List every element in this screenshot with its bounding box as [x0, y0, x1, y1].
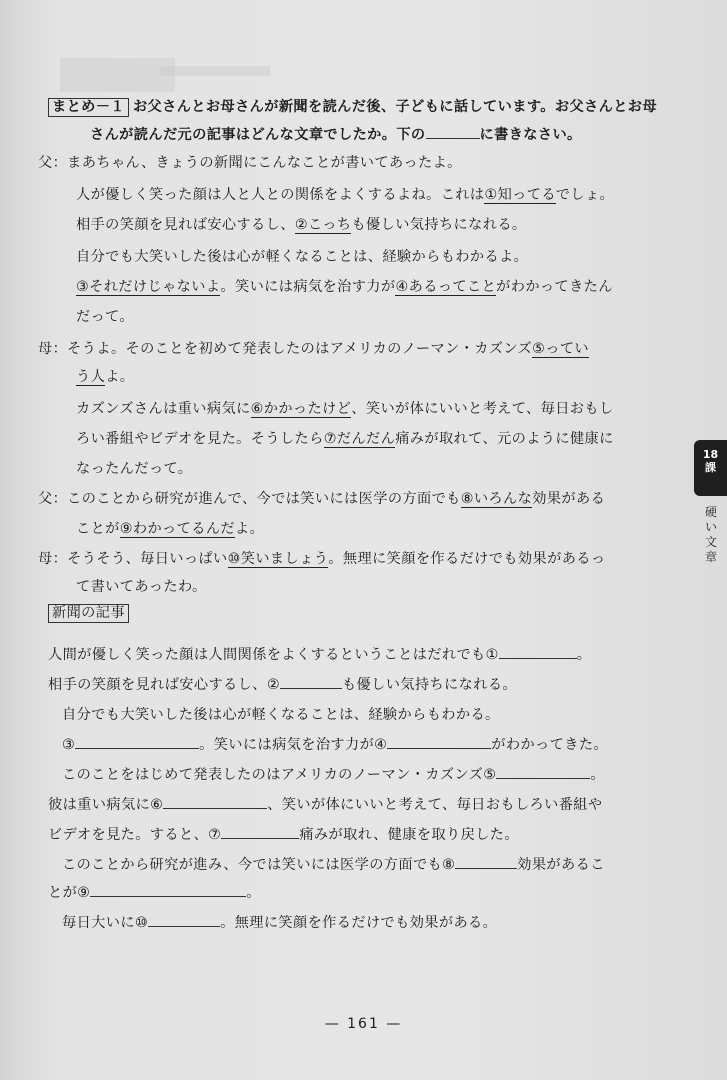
dialogue-line: 人が優しく笑った顔は人と人との関係をよくするよね。これは①知ってるでしょ。: [76, 187, 615, 203]
answer-blank-7[interactable]: [221, 824, 299, 839]
dialogue-line: 自分でも大笑いした後は心が軽くなることは、経験からもわかるよ。: [76, 249, 529, 265]
instruction-line-1: まとめ－１ お父さんとお母さんが新聞を読んだ後、子どもに話しています。お父さんとお母: [48, 96, 657, 117]
instruction-line-2: さんが読んだ元の記事はどんな文章でしたか。下の に書きなさい。: [90, 124, 582, 144]
lesson-topic: 硬い文章: [704, 505, 717, 564]
answer-blank-8[interactable]: [455, 854, 517, 869]
answer-blank-6[interactable]: [163, 794, 267, 809]
dialogue-line: ことが⑨わかってるんだよ。: [76, 521, 265, 537]
dialogue-line: だって。: [76, 309, 135, 325]
article-line: このことをはじめて発表したのはアメリカのノーマン・カズンズ⑤ 。: [62, 764, 605, 784]
lesson-unit: 課: [705, 461, 716, 474]
dialogue-line: 相手の笑顔を見れば安心するし、②こっちも優しい気持ちになれる。: [76, 217, 527, 233]
article-line: ビデオを見た。すると、⑦ 痛みが取れ、健康を取り戻した。: [48, 824, 519, 844]
article-line: 人間が優しく笑った顔は人間関係をよくするということはだれでも① 。: [48, 644, 591, 664]
answer-blank-9[interactable]: [90, 882, 246, 897]
dialogue-line: う人よ。: [76, 369, 135, 385]
dialogue-line: ろい番組やビデオを見た。そうしたら⑦だんだん痛みが取れて、元のように健康に: [76, 431, 614, 447]
answer-blank-1[interactable]: [499, 644, 577, 659]
article-line: 彼は重い病気に⑥ 、笑いが体にいいと考えて、毎日おもしろい番組や: [48, 794, 602, 814]
dialogue-line: ③それだけじゃないよ。笑いには病気を治す力が④あるってことがわかってきたん: [76, 279, 613, 295]
dialogue-line: 父：まあちゃん、きょうの新聞にこんなことが書いてあったよ。: [38, 155, 462, 171]
article-label-line: [48, 604, 133, 623]
dialogue-line: て書いてあったわ。: [76, 579, 207, 595]
article-line: 自分でも大笑いした後は心が軽くなることは、経験からもわかる。: [62, 707, 500, 723]
article-line: 相手の笑顔を見れば安心するし、② も優しい気持ちになれる。: [48, 674, 517, 694]
instruction-blank: [426, 124, 480, 139]
lesson-number: 18: [702, 448, 719, 461]
article-line: ③ 。笑いには病気を治す力が④ がわかってきた。: [62, 734, 608, 754]
dialogue-line: なったんだって。: [76, 461, 193, 477]
answer-blank-4[interactable]: [387, 734, 491, 749]
dialogue-line: 母：そうよ。そのことを初めて発表したのはアメリカのノーマン・カズンズ⑤ってい: [38, 341, 590, 357]
dialogue-line: カズンズさんは重い病気に⑥かかったけど、笑いが体にいいと考えて、毎日おもし: [76, 401, 614, 417]
exercise-label: まとめ－１: [48, 98, 129, 117]
answer-blank-10[interactable]: [148, 912, 220, 927]
article-line: このことから研究が進み、今では笑いには医学の方面でも⑧ 効果があるこ: [62, 854, 605, 874]
article-line: 毎日大いに⑩ 。無理に笑顔を作るだけでも効果がある。: [62, 912, 497, 932]
answer-blank-3[interactable]: [75, 734, 199, 749]
page-number: — 161 —: [324, 1016, 403, 1032]
dialogue-line: 母：そうそう、毎日いっぱい⑩笑いましょう。無理に笑顔を作るだけでも効果があるっ: [38, 551, 606, 567]
answer-blank-2[interactable]: [280, 674, 342, 689]
lesson-tab: [694, 440, 727, 496]
dialogue-line: 父：このことから研究が進んで、今では笑いには医学の方面でも⑧いろんな効果がある: [38, 491, 606, 507]
bleed-through-text: [160, 66, 270, 76]
article-label: 新聞の記事: [48, 604, 129, 623]
answer-blank-5[interactable]: [496, 764, 590, 779]
bleed-through-block: [60, 58, 175, 92]
article-line: とが⑨ 。: [48, 882, 261, 902]
